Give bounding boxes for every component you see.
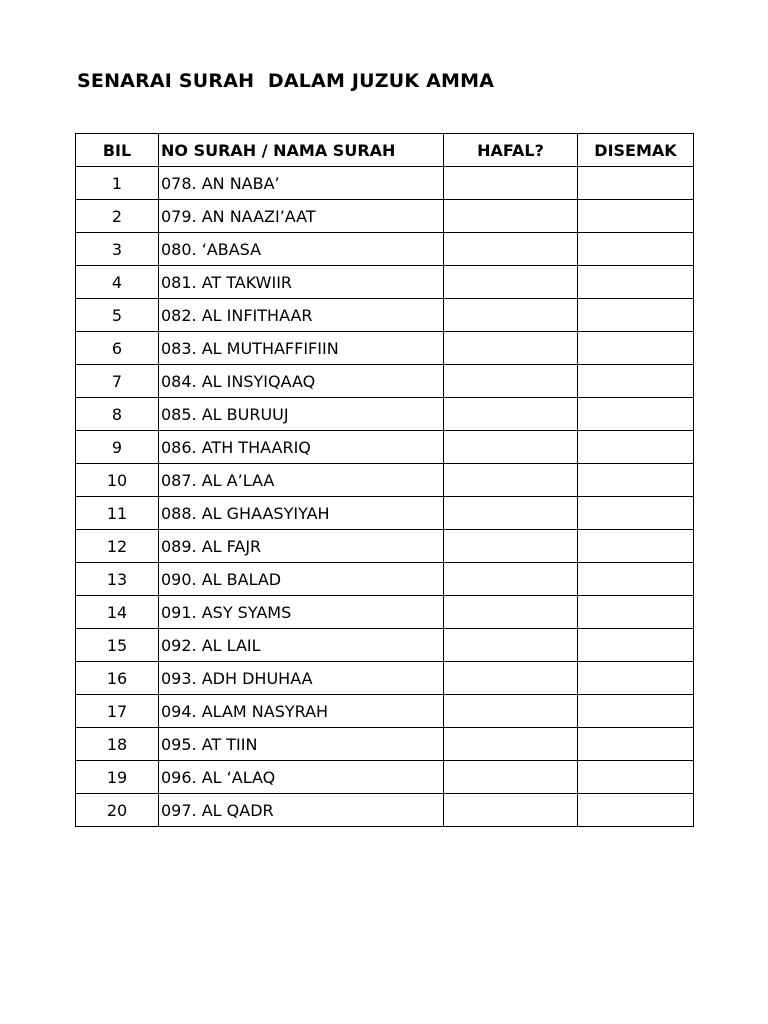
row-surah-name-cell: 081. AT TAKWIIR	[159, 266, 444, 299]
table-header-row	[76, 134, 694, 167]
header-hafal: HAFAL?	[444, 134, 578, 167]
table-row	[76, 266, 694, 299]
row-bil-cell: 12	[76, 530, 159, 563]
row-hafal-cell[interactable]	[444, 596, 578, 629]
row-disemak-cell[interactable]	[578, 662, 694, 695]
table-row	[76, 431, 694, 464]
row-disemak-cell[interactable]	[578, 398, 694, 431]
row-surah-name-cell: 080. ‘ABASA	[159, 233, 444, 266]
row-hafal-cell[interactable]	[444, 695, 578, 728]
row-bil-cell: 13	[76, 563, 159, 596]
row-hafal-cell[interactable]	[444, 662, 578, 695]
row-disemak-cell[interactable]	[578, 332, 694, 365]
row-disemak-cell[interactable]	[578, 497, 694, 530]
surah-table	[75, 133, 694, 827]
page-title: SENARAI SURAH DALAM JUZUK AMMA	[77, 70, 495, 92]
table-row	[76, 233, 694, 266]
table-row	[76, 464, 694, 497]
row-disemak-cell[interactable]	[578, 761, 694, 794]
table-body	[76, 167, 694, 827]
row-bil-cell: 4	[76, 266, 159, 299]
row-bil-cell: 18	[76, 728, 159, 761]
row-surah-name-cell: 085. AL BURUUJ	[159, 398, 444, 431]
row-hafal-cell[interactable]	[444, 167, 578, 200]
row-disemak-cell[interactable]	[578, 728, 694, 761]
table-row	[76, 794, 694, 827]
row-bil-cell: 7	[76, 365, 159, 398]
row-surah-name-cell: 086. ATH THAARIQ	[159, 431, 444, 464]
row-hafal-cell[interactable]	[444, 728, 578, 761]
row-bil-cell: 14	[76, 596, 159, 629]
row-disemak-cell[interactable]	[578, 200, 694, 233]
row-hafal-cell[interactable]	[444, 332, 578, 365]
row-disemak-cell[interactable]	[578, 233, 694, 266]
row-bil-cell: 15	[76, 629, 159, 662]
row-hafal-cell[interactable]	[444, 530, 578, 563]
row-hafal-cell[interactable]	[444, 233, 578, 266]
table-row	[76, 365, 694, 398]
table-row	[76, 398, 694, 431]
table-row	[76, 563, 694, 596]
row-surah-name-cell: 083. AL MUTHAFFIFIIN	[159, 332, 444, 365]
row-hafal-cell[interactable]	[444, 431, 578, 464]
row-disemak-cell[interactable]	[578, 464, 694, 497]
row-bil-cell: 2	[76, 200, 159, 233]
table-row	[76, 695, 694, 728]
row-surah-name-cell: 082. AL INFITHAAR	[159, 299, 444, 332]
row-bil-cell: 8	[76, 398, 159, 431]
row-hafal-cell[interactable]	[444, 563, 578, 596]
row-disemak-cell[interactable]	[578, 629, 694, 662]
row-hafal-cell[interactable]	[444, 464, 578, 497]
row-bil-cell: 17	[76, 695, 159, 728]
row-bil-cell: 6	[76, 332, 159, 365]
table-row	[76, 596, 694, 629]
table-row	[76, 497, 694, 530]
header-disemak: DISEMAK	[578, 134, 694, 167]
row-hafal-cell[interactable]	[444, 497, 578, 530]
row-bil-cell: 16	[76, 662, 159, 695]
table-row	[76, 530, 694, 563]
row-surah-name-cell: 084. AL INSYIQAAQ	[159, 365, 444, 398]
row-hafal-cell[interactable]	[444, 761, 578, 794]
row-surah-name-cell: 097. AL QADR	[159, 794, 444, 827]
row-disemak-cell[interactable]	[578, 299, 694, 332]
row-surah-name-cell: 093. ADH DHUHAA	[159, 662, 444, 695]
header-bil: BIL	[76, 134, 159, 167]
table-row	[76, 167, 694, 200]
table-row	[76, 200, 694, 233]
table-row	[76, 629, 694, 662]
row-hafal-cell[interactable]	[444, 398, 578, 431]
row-surah-name-cell: 096. AL ‘ALAQ	[159, 761, 444, 794]
row-surah-name-cell: 095. AT TIIN	[159, 728, 444, 761]
row-disemak-cell[interactable]	[578, 431, 694, 464]
row-disemak-cell[interactable]	[578, 596, 694, 629]
row-surah-name-cell: 089. AL FAJR	[159, 530, 444, 563]
row-bil-cell: 9	[76, 431, 159, 464]
table-row	[76, 662, 694, 695]
row-surah-name-cell: 088. AL GHAASYIYAH	[159, 497, 444, 530]
row-bil-cell: 1	[76, 167, 159, 200]
row-bil-cell: 11	[76, 497, 159, 530]
table-row	[76, 761, 694, 794]
row-hafal-cell[interactable]	[444, 629, 578, 662]
row-surah-name-cell: 087. AL A’LAA	[159, 464, 444, 497]
row-hafal-cell[interactable]	[444, 299, 578, 332]
row-disemak-cell[interactable]	[578, 530, 694, 563]
row-hafal-cell[interactable]	[444, 365, 578, 398]
row-surah-name-cell: 090. AL BALAD	[159, 563, 444, 596]
row-disemak-cell[interactable]	[578, 563, 694, 596]
row-surah-name-cell: 079. AN NAAZI’AAT	[159, 200, 444, 233]
row-surah-name-cell: 094. ALAM NASYRAH	[159, 695, 444, 728]
row-disemak-cell[interactable]	[578, 794, 694, 827]
table-row	[76, 332, 694, 365]
header-surah-name: NO SURAH / NAMA SURAH	[159, 134, 444, 167]
table-row	[76, 299, 694, 332]
row-bil-cell: 10	[76, 464, 159, 497]
row-surah-name-cell: 092. AL LAIL	[159, 629, 444, 662]
row-hafal-cell[interactable]	[444, 794, 578, 827]
row-bil-cell: 19	[76, 761, 159, 794]
row-bil-cell: 5	[76, 299, 159, 332]
row-hafal-cell[interactable]	[444, 200, 578, 233]
row-surah-name-cell: 091. ASY SYAMS	[159, 596, 444, 629]
row-surah-name-cell: 078. AN NABA’	[159, 167, 444, 200]
row-disemak-cell[interactable]	[578, 695, 694, 728]
row-bil-cell: 20	[76, 794, 159, 827]
table-row	[76, 728, 694, 761]
row-disemak-cell[interactable]	[578, 167, 694, 200]
row-disemak-cell[interactable]	[578, 266, 694, 299]
row-bil-cell: 3	[76, 233, 159, 266]
row-disemak-cell[interactable]	[578, 365, 694, 398]
row-hafal-cell[interactable]	[444, 266, 578, 299]
